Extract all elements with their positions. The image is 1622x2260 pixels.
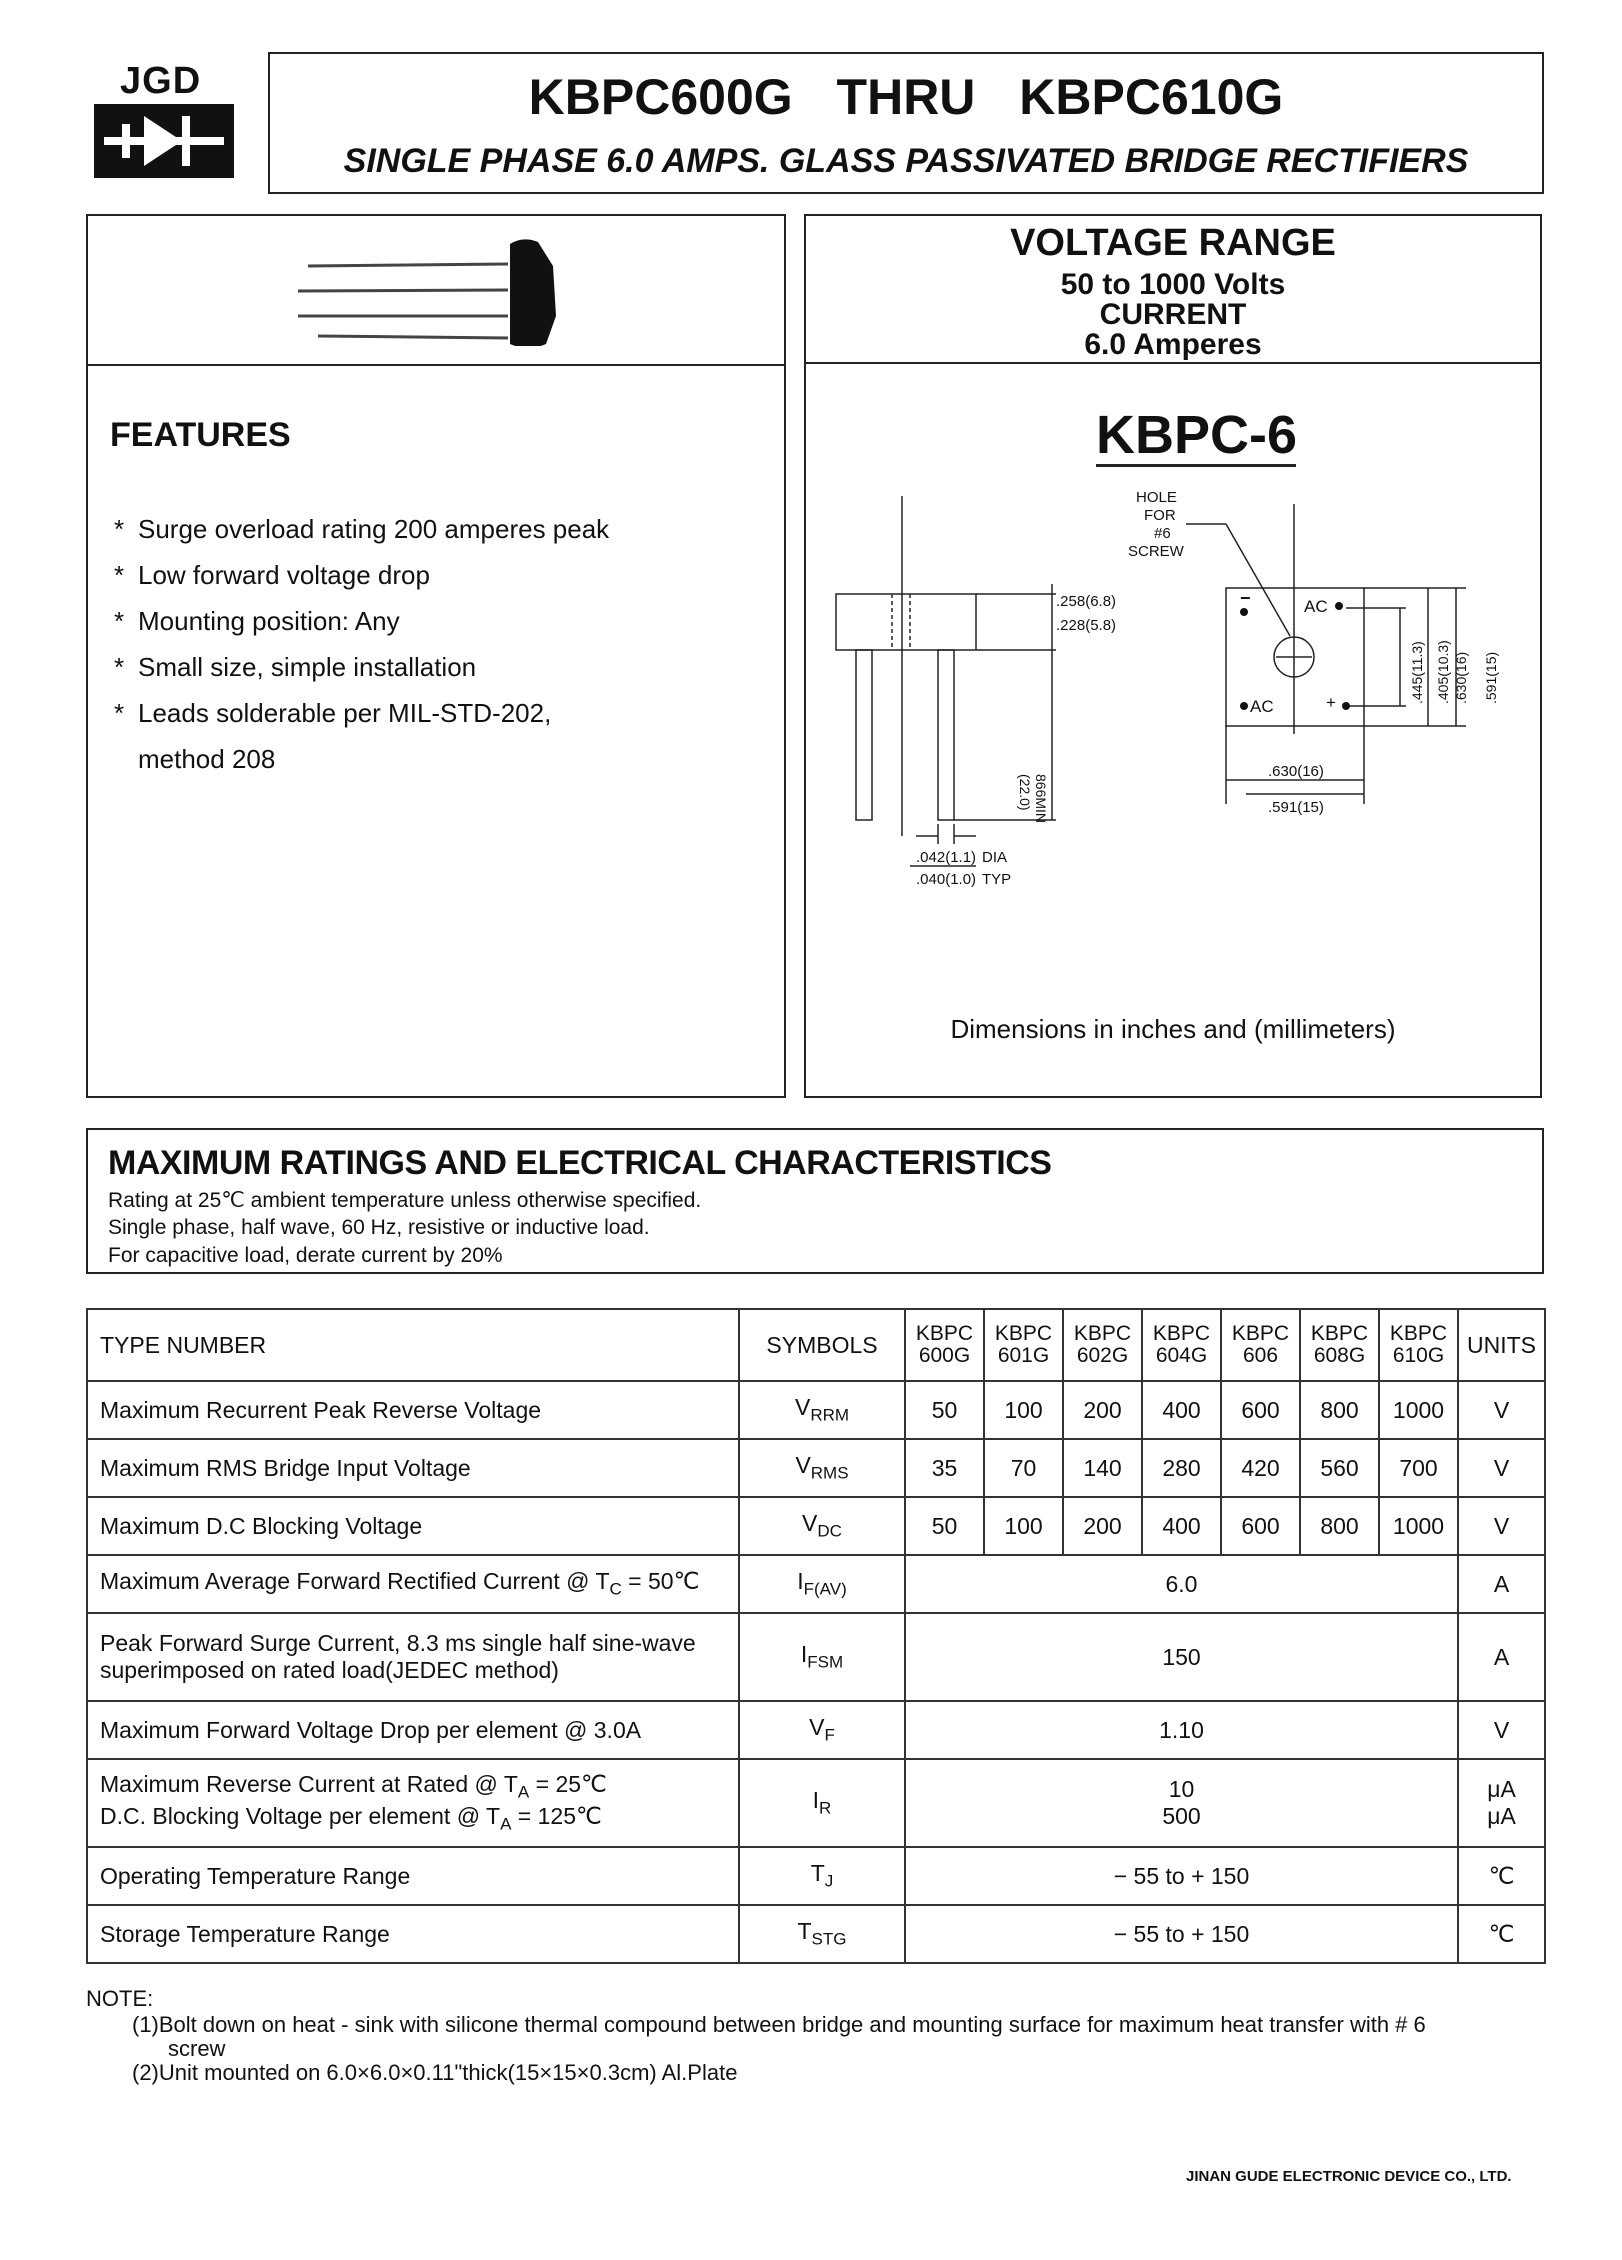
- units-header: UNITS: [1458, 1309, 1545, 1381]
- svg-text:#6: #6: [1154, 525, 1171, 542]
- svg-text:.630(16): .630(16): [1453, 651, 1469, 704]
- note-item: (1)Bolt down on heat - sink with silicone thermal compound between bridge and mounting surface for maximum heat transfer with # 6: [132, 2012, 1426, 2037]
- type-number-header: TYPE NUMBER: [87, 1309, 739, 1381]
- feature-item: * Leads solderable per MIL-STD-202,: [114, 698, 552, 728]
- feature-item: * Low forward voltage drop: [114, 560, 430, 590]
- svg-text:FOR: FOR: [1144, 507, 1176, 524]
- dimension-drawing: [806, 484, 1544, 954]
- table-row: Maximum Forward Voltage Drop per element @ 3.0A $V_F$ 1.10 V: [87, 1701, 1545, 1759]
- current-title: CURRENT: [1099, 298, 1247, 331]
- svg-text:.040(1.0): .040(1.0): [916, 871, 977, 888]
- svg-text:AC: AC: [1304, 597, 1328, 616]
- symbols-header: SYMBOLS: [739, 1309, 905, 1381]
- rating-note: Single phase, half wave, 60 Hz, resistive or inductive load.: [108, 1216, 650, 1239]
- rating-note: Rating at 25℃ ambient temperature unless otherwise specified.: [108, 1189, 702, 1212]
- table-row: Maximum RMS Bridge Input Voltage $V_{RMS}$ 35 70 140 280 420 560 700 V: [87, 1439, 1545, 1497]
- table-row: Maximum Reverse Current at Rated @ $T_A$ = 25℃ D.C. Blocking Voltage per element @ $T_A$ = 125℃ $I_R$ 10 500 μA μA: [87, 1759, 1545, 1847]
- rating-note: For capacitive load, derate current by 20%: [108, 1244, 503, 1267]
- page-title: KBPC600G THRU KBPC610G: [528, 69, 1284, 125]
- feature-item: * Surge overload rating 200 amperes peak: [114, 514, 610, 544]
- ratings-box: [86, 1128, 1544, 1274]
- current-value: 6.0 Amperes: [1084, 328, 1262, 361]
- table-row: Operating Temperature Range $T_J$ − 55 to + 150 ℃: [87, 1847, 1545, 1905]
- svg-text:HOLE: HOLE: [1136, 489, 1177, 506]
- model-header: KBPC 601G: [984, 1309, 1063, 1381]
- svg-text:.591(15): .591(15): [1483, 651, 1499, 704]
- feature-item: method 208: [138, 744, 276, 774]
- package-name-overline: [1096, 464, 1296, 467]
- title-box: [268, 52, 1544, 194]
- svg-text:SCREW: SCREW: [1128, 543, 1184, 560]
- page-subtitle: SINGLE PHASE 6.0 AMPS. GLASS PASSIVATED BRIDGE RECTIFIERS: [343, 142, 1469, 180]
- svg-text:TYP: TYP: [982, 871, 1012, 888]
- model-header: KBPC 610G: [1379, 1309, 1458, 1381]
- package-panel: [804, 362, 1542, 1098]
- svg-text:.405(10.3): .405(10.3): [1435, 640, 1451, 704]
- svg-text:.591(15): .591(15): [1268, 799, 1324, 816]
- note-item-continued: screw: [168, 2036, 226, 2061]
- model-header: KBPC 606: [1221, 1309, 1300, 1381]
- svg-text:.042(1.1): .042(1.1): [916, 849, 977, 866]
- features-panel: [86, 214, 786, 1098]
- table-row: Maximum D.C Blocking Voltage $V_{DC}$ 50 100 200 400 600 800 1000 V: [87, 1497, 1545, 1555]
- feature-item: * Mounting position: Any: [114, 606, 400, 636]
- model-header: KBPC 608G: [1300, 1309, 1379, 1381]
- note-label: NOTE:: [86, 1986, 154, 2011]
- voltage-range-title: VOLTAGE RANGE: [1010, 222, 1336, 264]
- note-item: (2)Unit mounted on 6.0×6.0×0.11"thick(15×15×0.3cm) Al.Plate: [132, 2060, 738, 2085]
- package-name: KBPC-6: [1096, 405, 1298, 465]
- divider: [88, 364, 784, 366]
- voltage-range-value: 50 to 1000 Volts: [1060, 268, 1286, 301]
- svg-text:866MIN: 866MIN: [1033, 774, 1049, 824]
- svg-text:.630(16): .630(16): [1268, 763, 1324, 780]
- company-logo: [94, 60, 234, 180]
- dimension-note: Dimensions in inches and (millimeters): [950, 1014, 1396, 1044]
- company-name: JINAN GUDE ELECTRONIC DEVICE CO., LTD.: [1186, 2168, 1512, 2185]
- ratings-title: MAXIMUM RATINGS AND ELECTRICAL CHARACTERISTICS: [108, 1144, 1052, 1182]
- table-row: Peak Forward Surge Current, 8.3 ms single half sine-wave superimposed on rated load(JEDEC method) $I_{FSM}$ 150 A: [87, 1613, 1545, 1701]
- svg-text:DIA: DIA: [982, 849, 1008, 866]
- spec-table: [86, 1308, 1546, 1964]
- svg-text:.445(11.3): .445(11.3): [1409, 641, 1425, 704]
- svg-text:−: −: [1240, 588, 1251, 608]
- features-title: FEATURES: [110, 416, 291, 454]
- logo-diode-icon: [94, 104, 234, 178]
- table-row: Storage Temperature Range $T_{STG}$ − 55 to + 150 ℃: [87, 1905, 1545, 1963]
- feature-item: * Small size, simple installation: [114, 652, 477, 682]
- table-header-row: [87, 1309, 1545, 1381]
- svg-text:+: +: [1326, 693, 1336, 712]
- model-header: KBPC 602G: [1063, 1309, 1142, 1381]
- logo-text: JGD: [120, 60, 202, 102]
- table-row: Maximum Average Forward Rectified Current @ $T_C$ = 50℃ $I_{F(AV)}$ 6.0 A: [87, 1555, 1545, 1613]
- svg-text:.228(5.8): .228(5.8): [1056, 617, 1117, 634]
- package-photo-icon: [288, 236, 608, 346]
- summary-box: [804, 214, 1542, 364]
- svg-text:.258(6.8): .258(6.8): [1056, 593, 1117, 610]
- model-header: KBPC 600G: [905, 1309, 984, 1381]
- model-header: KBPC 604G: [1142, 1309, 1221, 1381]
- features-list: [114, 506, 609, 782]
- svg-text:AC: AC: [1250, 697, 1274, 716]
- svg-text:(22.0): (22.0): [1017, 774, 1033, 811]
- table-row: Maximum Recurrent Peak Reverse Voltage $V_{RRM}$ 50 100 200 400 600 800 1000 V: [87, 1381, 1545, 1439]
